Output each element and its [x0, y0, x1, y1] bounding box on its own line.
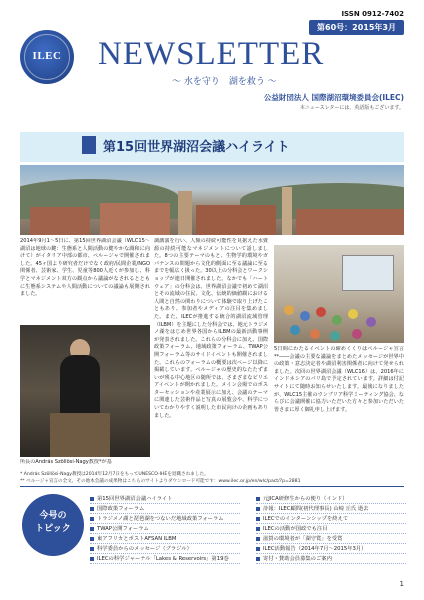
- bullet-icon: [90, 507, 94, 511]
- topic-text: ILECの活動が国政でも注目: [263, 525, 328, 532]
- topic-text: TWAP公開フォーラム: [97, 525, 149, 532]
- bullet-icon: [90, 497, 94, 501]
- topic-item: [90, 534, 240, 544]
- topic-text: トラジメノ湖と琵琶湖をつないだ地域政策フォーラム: [97, 515, 224, 522]
- divider: [20, 486, 404, 487]
- topics-label-line-1: 今号の: [39, 511, 67, 521]
- topic-item: [90, 554, 240, 564]
- children-event-photo: [274, 245, 404, 343]
- bullet-icon: [256, 527, 260, 531]
- article-column-3: 5日間にわたるイベントの締めくくりはペルージャ宣言**――会議の主要な議論をまとめたメッセージが世界中の政策・意志決定者や湖沼利害関係者に向けて発せられました。次回の世界湖沼会議（WLC16）は、2016年にインドネシアのバリ島で予定されています。詳細は付記サイトにて随時お知らせいたします。最後になりましたが、WLC15主催のウンブリア科学ミーティング協会、ならびに会議開催に協力いただいた方々と参加いただいた皆さまに厚く御礼申し上げます。: [274, 346, 404, 413]
- issn: ISSN 0912-7402: [341, 10, 404, 18]
- article-column-2: 調講演を行い、人類の持続可能性を見据えた水資源の持続可能なマネジメントについて話しました。8つの主要テーマのもと、生物学的環境やガバナンスの問題から文化的側面に至る議論に至るまでを幅広く扱った。30以上の分科会とワークショップが連日開催されました。なかでも「ハートウェア」の分科会は、世界湖沼会議で初めて湖沼とその流域の住民、文化、伝統的価値観における人間と自然の関わりについて体験で取り上げたこともあり、参加者やメディアの注目を集めました。また、ILECが推進する統合的湖沼流域管理（ILBM）を主題にした分科会では、地元トラジメノ湖をはじめ世界各国からILBMの最新活動事例が発表されました。これらの分科会に加え、国際政策フォーラム、地域政策フォーラム、TWAP公開フォーラム等のサイドイベントも開催されました。これらのフォーラムの概要は次ページ以降に掲載しています。ペルージャの歴史的なたたずまいが残る中心地区の随所では、さまざまなピリエアイベントが開かれました。メイン会場でのポスターセッションや産業展示に加え、会議のテーマに関連した芸術作品と写真の展覧会や、科学についてわかりやすく説明した市民向けの企画もありました。: [154, 238, 268, 419]
- logo-text: ILEC: [32, 50, 62, 62]
- topic-item: [90, 544, 240, 554]
- topic-text: 訃報：ILEC顧問(初代理事長) 山崎 丘氏 逝去: [263, 505, 369, 512]
- topics-label-line-2: トピック: [35, 524, 71, 534]
- article-headline: 第15回世界湖沼会議ハイライト: [103, 140, 290, 155]
- topic-text: ILECでのインターンシップを終えて: [263, 515, 349, 522]
- article-column-1-continued: 所長のAndrás Szöllösi-Nagy教授*が基: [20, 459, 112, 465]
- bullet-icon: [90, 547, 94, 551]
- bullet-icon: [256, 547, 260, 551]
- bullet-icon: [256, 517, 260, 521]
- topic-text: 東アフリカとポストAFSAN ILBM: [97, 535, 177, 542]
- topic-item: [256, 504, 406, 514]
- ilec-logo: [20, 30, 74, 84]
- footnote-2: ** ペルージャ宣言の全文、その他本会議の成果物はこちらのサイトよりダウンロード可能です：www.ilec.or.jp/en/wlc/pact/?p=2881: [20, 479, 301, 484]
- footnote-1: * András Szöllösi-Nagy教授は2014年12月7日をもってUNESCO-IHEを退職されました。: [20, 472, 209, 477]
- topic-text: 元JICA研修生からの便り（インド）: [263, 495, 348, 502]
- topic-item: [90, 494, 240, 504]
- bullet-icon: [256, 557, 260, 561]
- topics-label: [22, 510, 84, 536]
- newsletter-title: NEWSLETTER: [98, 36, 325, 72]
- topic-text: 第15回世界湖沼会議ハイライト: [97, 495, 173, 502]
- english-version-note: 本ニュースレターには、英語版もございます。: [299, 105, 404, 111]
- bullet-icon: [256, 497, 260, 501]
- bullet-icon: [90, 527, 94, 531]
- bullet-icon: [90, 557, 94, 561]
- topics-list-left: [90, 494, 240, 564]
- bullet-icon: [90, 537, 94, 541]
- topic-item: [256, 524, 406, 534]
- topic-item: [256, 494, 406, 504]
- topic-item: [90, 504, 240, 514]
- topic-text: ILEC活動報告（2014年7月〜2015年3月）: [263, 545, 367, 552]
- topic-item: [90, 514, 240, 524]
- page-number: 1: [399, 580, 404, 588]
- topics-list-right: [256, 494, 406, 564]
- newsletter-subtitle: 〜 水を守り 湖を救う 〜: [172, 77, 277, 87]
- bullet-icon: [256, 507, 260, 511]
- topic-item: [256, 554, 406, 564]
- topic-item: [256, 534, 406, 544]
- issue-number: 第60号：2015年3月: [309, 20, 404, 35]
- topic-text: 滋賀の環境者が「湖守賞」を受賞: [263, 535, 343, 542]
- keynote-speaker-photo: [20, 325, 150, 457]
- topic-item: [256, 514, 406, 524]
- topic-text: 寄付・賛助会員募集のご案内: [263, 555, 332, 562]
- topic-item: [256, 544, 406, 554]
- headline-marker: [82, 136, 96, 154]
- article-column-1: 2014年9月1〜5日に、第15回世界湖沼会議（WLC15〜湖沼は地球の鍵：生態系と人間活動の健やかな調和に向けて）がイタリア中部の都市、ペルージャで開催されました。45ヶ国より研究者だけでなく政府/民間企業/NGO関係者、芸術家、学生、児童等800人近くが参加し、科学とマネジメント双方の観点から議論がなされるとともに生態系システムや人間活動についての議論も展開されました。: [20, 238, 150, 298]
- topic-text: 科学委員からのメッセージ（ブラジル）: [97, 545, 192, 552]
- topic-text: 国際政策フォーラム: [97, 505, 145, 512]
- topic-text: ILECの科学ジャーナル「Lakes & Reservoirs」第19巻: [97, 555, 229, 562]
- topic-item: [90, 524, 240, 534]
- perugia-city-photo: [20, 165, 404, 235]
- bullet-icon: [256, 537, 260, 541]
- organization-name: 公益財団法人 国際湖沼環境委員会(ILEC): [263, 93, 404, 102]
- bullet-icon: [90, 517, 94, 521]
